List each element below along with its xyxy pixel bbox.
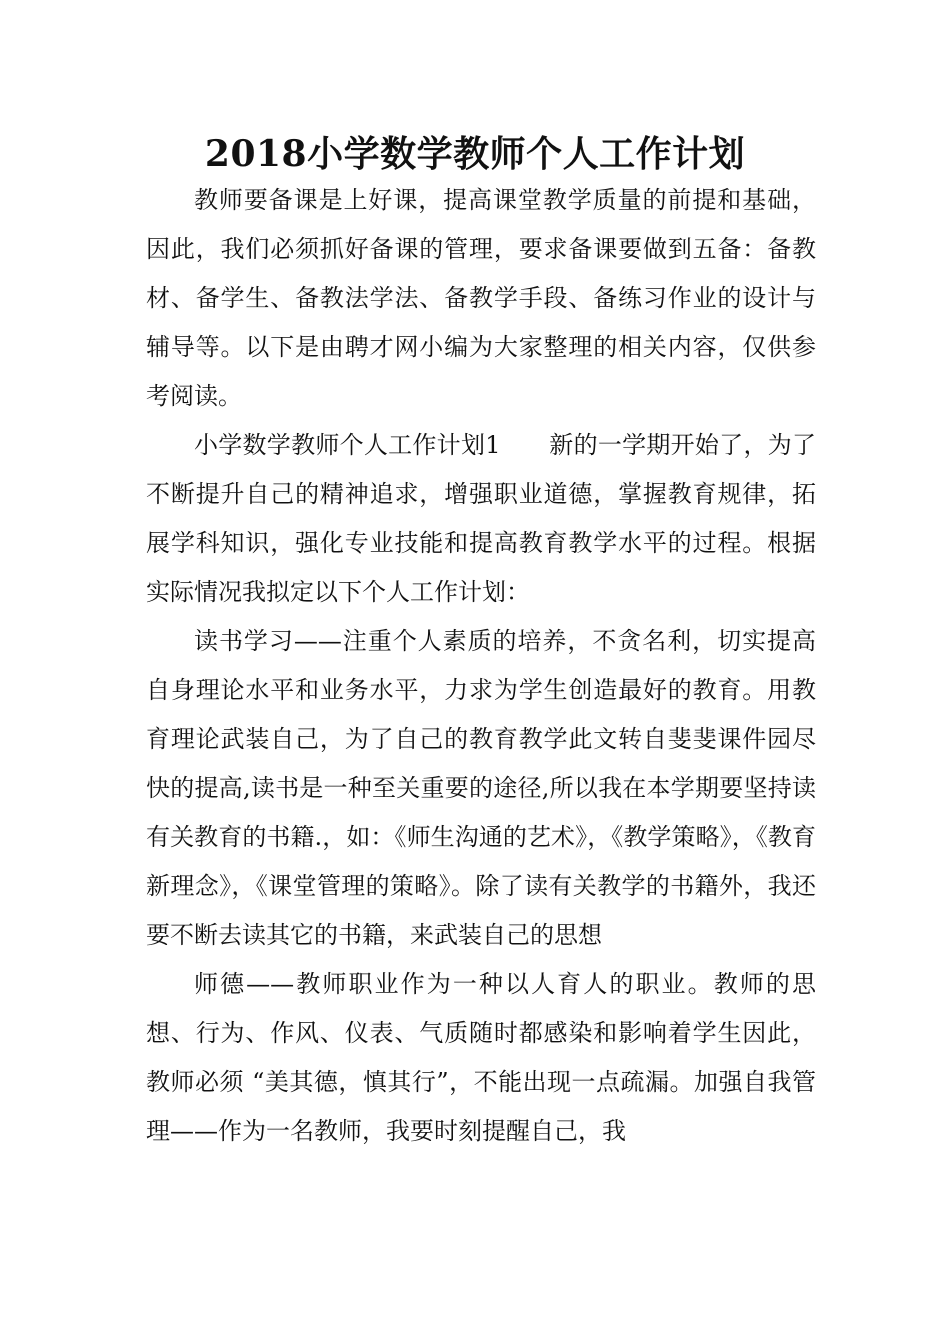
paragraph-plan-1: 小学数学教师个人工作计划1 新的一学期开始了，为了不断提升自己的精神追求，增强职业道德，掌握教育规律，拓展学科知识，强化专业技能和提高教育教学水平的过程。根据实际情况我拟定以下个人工作计划： <box>146 431 816 606</box>
paragraph-intro: 教师要备课是上好课，提高课堂教学质量的前提和基础，因此，我们必须抓好备课的管理，要求备课要做到五备：备教材、备学生、备教法学法、备教学手段、备练习作业的设计与辅导等。以下是由聘才网小编为大家整理的相关内容，仅供参考阅读。 <box>146 186 816 410</box>
paragraph-teacher-ethics: 师德——教师职业作为一种以人育人的职业。教师的思想、行为、作风、仪表、气质随时都感染和影响着学生因此，教师必须 “美其德，慎其行”，不能出现一点疏漏。加强自我管理——作为一名教师，我要时刻提醒自己，我 <box>146 970 816 1145</box>
document-body <box>146 176 816 1156</box>
document-title: 2018小学数学教师个人工作计划 <box>204 133 746 175</box>
paragraph-reading-study: 读书学习——注重个人素质的培养，不贪名利，切实提高自身理论水平和业务水平，力求为学生创造最好的教育。用教育理论武装自己，为了自己的教育教学此文转自斐斐课件园尽快的提高,读书是一种至关重要的途径,所以我在本学期要坚持读有关教育的书籍.，如：《师生沟通的艺术》，《教学策略》，《教育新理念》，《课堂管理的策略》。除了读有关教学的书籍外，我还要不断去读其它的书籍，来武装自己的思想 <box>146 627 816 949</box>
